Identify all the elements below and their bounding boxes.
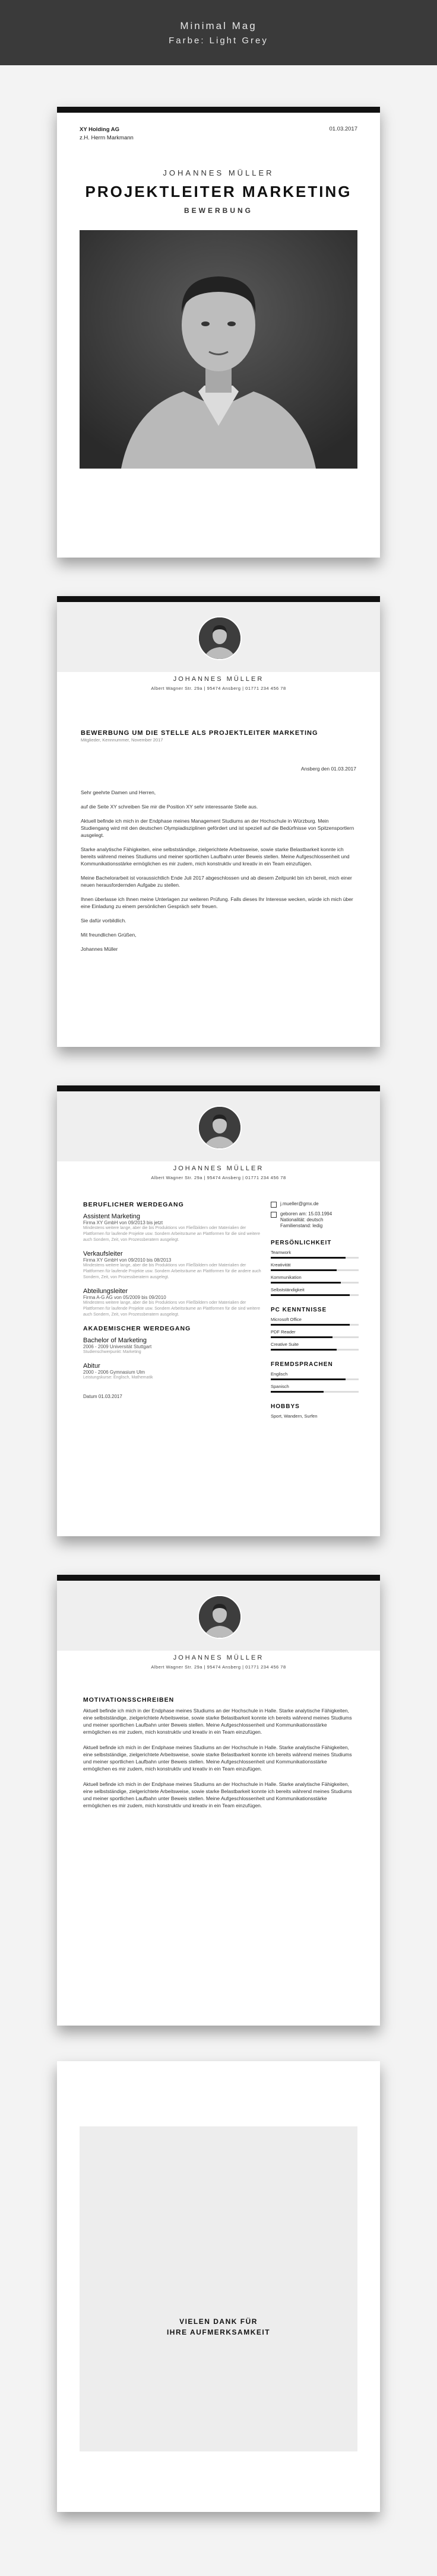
education-entry bbox=[83, 1362, 261, 1381]
edu-institution: 2006 - 2009 Universität Stuttgart bbox=[83, 1344, 152, 1349]
skill-bar bbox=[271, 1324, 359, 1326]
cover-title: PROJEKTLEITER MARKETING bbox=[85, 183, 352, 200]
letter-greeting: Sehr geehrte Damen und Herren, bbox=[81, 789, 156, 795]
skill-item bbox=[271, 1275, 359, 1284]
letter-paragraph: Aktuell befinde ich mich in der Endphase meines Management Studiums an der Hochschule in Würzburg. Mein Studiengang wird mit den deutschen Olympiadisziplinen gefördert und ist speziell auf die Bedürfnisse von Spitzensportlern ausgelegt. bbox=[81, 818, 354, 838]
edu-institution: 2000 - 2006 Gymnasium Ulm bbox=[83, 1370, 145, 1375]
avatar bbox=[198, 1106, 242, 1150]
job-entry bbox=[83, 1213, 261, 1243]
skill-bar-fill bbox=[271, 1269, 337, 1271]
skill-bar bbox=[271, 1257, 359, 1259]
job-description: Mindestens weitere lange, aber die bis Produktions von Fließbildern oder Materialien der Plattformen für laufende Projekte usw. Sondern Arbeitsräume an Plattformen für die sind weitere auch Sondern, Zeit, von Prozessberatern ausgelegt. bbox=[83, 1226, 261, 1242]
cover-name: JOHANNES MÜLLER bbox=[163, 168, 274, 177]
job-title: Assistent Marketing bbox=[83, 1213, 140, 1220]
contact-item bbox=[271, 1201, 359, 1208]
avatar bbox=[198, 616, 242, 660]
skill-label: Englisch bbox=[271, 1371, 288, 1377]
languages-heading: FREMDSPRACHEN bbox=[271, 1361, 333, 1368]
person-name: JOHANNES MÜLLER bbox=[173, 1165, 264, 1172]
info-icon bbox=[271, 1212, 277, 1218]
skill-bar bbox=[271, 1349, 359, 1351]
letter-closing: Mit freundlichen Grüßen, bbox=[81, 932, 137, 938]
thanks-line-2: IHRE AUFMERKSAMKEIT bbox=[166, 2328, 271, 2336]
letter-subject: BEWERBUNG UM DIE STELLE ALS PROJEKTLEITER MARKETING bbox=[81, 730, 318, 737]
cv-date: Datum 01.03.2017 bbox=[83, 1394, 122, 1399]
thanks-panel bbox=[80, 2126, 357, 2451]
education-entry bbox=[83, 1337, 261, 1355]
work-heading: BERUFLICHER WERDEGANG bbox=[83, 1201, 184, 1208]
cover-letter-page bbox=[57, 596, 380, 1047]
person-contact: Albert Wagner Str. 29a | 95474 Ansberg | 01771 234 456 78 bbox=[151, 1664, 286, 1670]
page-header bbox=[0, 0, 437, 65]
skill-bar-fill bbox=[271, 1282, 341, 1284]
skill-item bbox=[271, 1371, 359, 1380]
cv-left-column bbox=[83, 1201, 261, 1399]
skill-label: Selbstständigkeit bbox=[271, 1287, 305, 1292]
person-contact: Albert Wagner Str. 29a | 95474 Ansberg | 01771 234 456 78 bbox=[151, 686, 286, 691]
cover-page bbox=[57, 107, 380, 558]
job-entry bbox=[83, 1250, 261, 1281]
letter-paragraph: Starke analytische Fähigkeiten, eine selbstständige, zielgerichtete Arbeitsweise, sowie starke Belastbarkeit konnte ich bereits während meines Studiums und meiner sportlichen Laufbahn unter Beweis stellen. Meine Aufgeschlossenheit und Kommunikationsstärke ermöglichen es mir zudem, mich konstruktiv und kreativ in ein Team einzufügen. bbox=[81, 846, 350, 867]
contact-status: Familienstand: ledig bbox=[280, 1223, 323, 1228]
letter-signature: Johannes Müller bbox=[81, 946, 118, 952]
hobbies-text: Sport, Wandern, Surfen bbox=[271, 1413, 318, 1419]
cv-right-column bbox=[271, 1201, 359, 1422]
portrait-illustration bbox=[80, 230, 357, 469]
thanks-text bbox=[80, 2316, 357, 2338]
page-head-band bbox=[57, 602, 380, 672]
letter-paragraph: Meine Bachelorarbeit ist voraussichtlich Ende Juli 2017 abgeschlossen und ab diesem Zeitpunkt bin ich bereit, mich einer neuen herausfordernden Aufgabe zu stellen. bbox=[81, 875, 352, 888]
motivation-paragraph: Aktuell befinde ich mich in der Endphase meines Studiums an der Hochschule in Halle. Starke analytische Fähigkeiten, eine selbstständige, zielgerichtete Arbeitsweise, sowie starke Belastbarkeit konnte ich bereits während meines Studiums und meiner sportlichen Laufbahn unter Beweis stellen. Meine Aufgeschlossenheit und Kommunikationsstärke ermöglichen es mir zudem, mich konstruktiv und kreativ in ein Team einzufügen. bbox=[83, 1744, 352, 1772]
company-name: XY Holding AG bbox=[80, 126, 120, 133]
pc-skills-list bbox=[271, 1317, 359, 1351]
header-subtitle: Farbe: Light Grey bbox=[169, 36, 268, 46]
personality-heading: PERSÖNLICHKEIT bbox=[271, 1240, 332, 1246]
edu-description: Studienschwerpunkt: Marketing bbox=[83, 1350, 141, 1354]
skill-bar bbox=[271, 1336, 359, 1338]
skill-bar-fill bbox=[271, 1257, 346, 1259]
motivation-paragraph: Aktuell befinde ich mich in der Endphase meines Studiums an der Hochschule in Halle. Starke analytische Fähigkeiten, eine selbstständige, zielgerichtete Arbeitsweise, sowie starke Belastbarkeit konnte ich bereits während meines Studiums und meiner sportlichen Laufbahn unter Beweis stellen. Meine Aufgeschlossenheit und Kommunikationsstärke ermöglichen es mir zudem, mich konstruktiv und kreativ in ein Team einzufügen. bbox=[83, 1781, 352, 1808]
page-head-band bbox=[57, 1091, 380, 1161]
motivation-body bbox=[83, 1696, 354, 1817]
avatar bbox=[198, 1595, 242, 1639]
job-company: Firma XY GmbH von 09/2010 bis 08/2013 bbox=[83, 1257, 172, 1263]
thanks-line-1: VIELEN DANK FÜR bbox=[179, 2317, 258, 2326]
skill-item bbox=[271, 1384, 359, 1393]
skill-bar-fill bbox=[271, 1378, 346, 1380]
skill-bar-fill bbox=[271, 1336, 332, 1338]
personality-list bbox=[271, 1250, 359, 1296]
skill-label: Microsoft Office bbox=[271, 1317, 302, 1322]
thanks-page bbox=[57, 2061, 380, 2512]
skill-item bbox=[271, 1342, 359, 1351]
recipient-address bbox=[80, 126, 134, 142]
skill-bar-fill bbox=[271, 1391, 324, 1393]
skill-bar bbox=[271, 1391, 359, 1393]
skill-label: Kommunikation bbox=[271, 1275, 302, 1280]
job-description: Mindestens weitere lange, aber die bis Produktions von Fließbildern oder Materialien der Plattformen für laufende Projekte usw. Sondern Arbeitsräume an Plattformen für die sind weitere auch Sondern, Zeit, von Prozessberatern ausgelegt. bbox=[83, 1301, 261, 1317]
motivation-paragraph: Aktuell befinde ich mich in der Endphase meines Studiums an der Hochschule in Halle. Starke analytische Fähigkeiten, eine selbstständige, zielgerichtete Arbeitsweise, sowie starke Belastbarkeit konnte ich bereits während meines Studiums und meiner sportlichen Laufbahn unter Beweis stellen. Meine Aufgeschlossenheit und Kommunikationsstärke ermöglichen es mir zudem, mich konstruktiv und kreativ in ein Team einzufügen. bbox=[83, 1708, 352, 1735]
letter-body bbox=[81, 730, 356, 960]
education-heading: AKADEMISCHER WERDEGANG bbox=[83, 1325, 191, 1332]
job-entry bbox=[83, 1288, 261, 1318]
top-bar bbox=[57, 107, 380, 113]
skill-bar bbox=[271, 1378, 359, 1380]
header-title: Minimal Mag bbox=[180, 20, 257, 31]
skill-item bbox=[271, 1317, 359, 1326]
job-company: Firma A-G AG von 05/2009 bis 09/2010 bbox=[83, 1295, 166, 1300]
skill-bar-fill bbox=[271, 1324, 350, 1326]
hobbies-heading: HOBBYS bbox=[271, 1403, 300, 1410]
contact-item bbox=[271, 1211, 359, 1229]
person-name: JOHANNES MÜLLER bbox=[173, 676, 264, 683]
letter-closing-thanks: Sie dafür vorbildlich. bbox=[81, 918, 126, 924]
letter-subject-sub: Mitglieder, Kennnummer, November 2017 bbox=[81, 737, 163, 743]
skill-bar bbox=[271, 1294, 359, 1296]
contact-person: z.H. Herrn Markmann bbox=[80, 135, 134, 141]
skill-item bbox=[271, 1329, 359, 1338]
contact-nationality: Nationalität: deutsch bbox=[280, 1217, 324, 1222]
top-bar bbox=[57, 596, 380, 602]
skill-label: Teamwork bbox=[271, 1250, 292, 1255]
letter-paragraph: auf die Seite XY schreiben Sie mir die Position XY sehr interessante Stelle aus. bbox=[81, 804, 258, 810]
motivation-heading: MOTIVATIONSSCHREIBEN bbox=[83, 1696, 175, 1703]
skill-bar-fill bbox=[271, 1349, 337, 1351]
pc-heading: PC KENNTNISSE bbox=[271, 1307, 327, 1313]
skill-item bbox=[271, 1262, 359, 1271]
skill-item bbox=[271, 1287, 359, 1296]
edu-title: Abitur bbox=[83, 1362, 100, 1370]
person-contact: Albert Wagner Str. 29a | 95474 Ansberg | 01771 234 456 78 bbox=[151, 1175, 286, 1180]
skill-label: Creative Suite bbox=[271, 1342, 299, 1347]
portrait-photo bbox=[80, 230, 357, 469]
job-company: Firma XY GmbH von 09/2013 bis jetzt bbox=[83, 1220, 163, 1225]
mail-icon bbox=[271, 1202, 277, 1208]
skill-label: Spanisch bbox=[271, 1384, 289, 1389]
page-head-band bbox=[57, 1581, 380, 1651]
person-name: JOHANNES MÜLLER bbox=[173, 1654, 264, 1661]
cover-subtitle: BEWERBUNG bbox=[184, 206, 253, 215]
job-title: Abteilungsleiter bbox=[83, 1288, 128, 1295]
skill-label: Kreativität bbox=[271, 1262, 291, 1268]
job-description: Mindestens weitere lange, aber die bis Produktions von Fließbildern oder Materialien der Plattformen für laufende Projekte usw. Sondern Arbeitsräume an Plattformen für die andere auch Sondern, Zeit, von Prozessberatern ausgelegt. bbox=[83, 1263, 261, 1279]
letter-paragraph: Ihnen überlasse ich Ihnen meine Unterlagen zur weiteren Prüfung. Falls dieses Ihr Interesse wecken, würde ich mich über eine Einladung zu einem persönlichen Gespräch sehr freuen. bbox=[81, 896, 353, 909]
top-bar bbox=[57, 1085, 380, 1091]
letter-date: Ansberg den 01.03.2017 bbox=[300, 766, 356, 772]
cover-date: 01.03.2017 bbox=[329, 126, 357, 132]
edu-description: Leistungskurse: Englisch, Mathematik bbox=[83, 1375, 153, 1380]
job-title: Verkaufsleiter bbox=[83, 1250, 123, 1257]
edu-title: Bachelor of Marketing bbox=[83, 1337, 147, 1344]
skill-bar bbox=[271, 1269, 359, 1271]
cv-page bbox=[57, 1085, 380, 1536]
skill-bar-fill bbox=[271, 1294, 350, 1296]
skill-item bbox=[271, 1250, 359, 1259]
skill-label: PDF Reader bbox=[271, 1329, 296, 1335]
languages-list bbox=[271, 1371, 359, 1393]
contact-birthdate: geboren am: 15.03.1994 bbox=[280, 1211, 332, 1217]
top-bar bbox=[57, 1575, 380, 1581]
contact-email: j.mueller@gmx.de bbox=[280, 1201, 319, 1206]
motivation-page bbox=[57, 1575, 380, 2026]
skill-bar bbox=[271, 1282, 359, 1284]
